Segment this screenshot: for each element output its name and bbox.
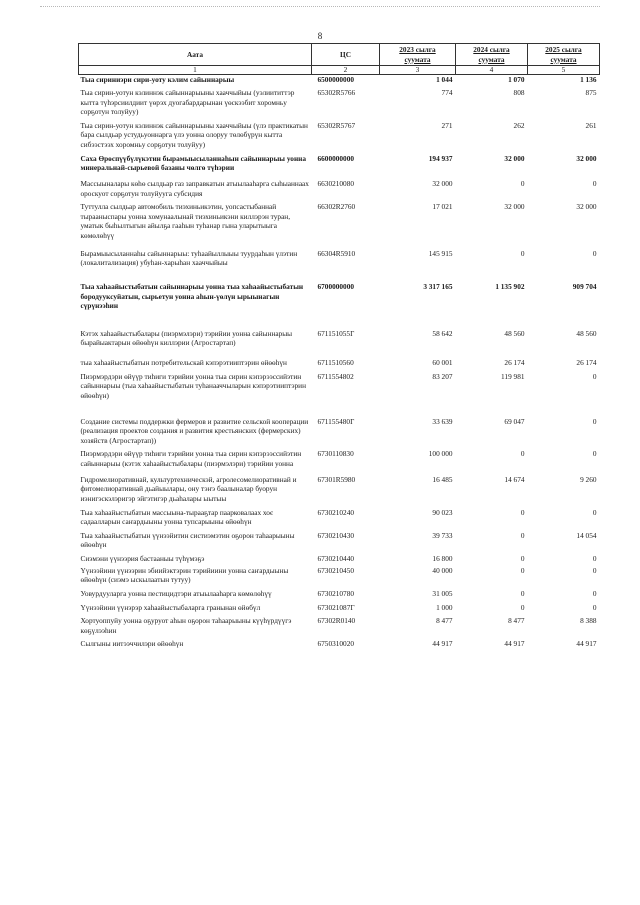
row-name: Уовурдууларга уонна пестицидтэри атыылааһарга көмөлөһүү [80, 588, 272, 598]
value-2025: 0 [592, 588, 597, 598]
row-code: 66304R5910 [317, 248, 356, 258]
table-row [79, 531, 600, 554]
value-2025: 32 000 [576, 202, 597, 212]
row-code: 6730210240 [317, 507, 354, 517]
row-name: Тыа хаһаайыстыбатын сайыннарыы уонна тыа хаһаайыстыбатын бородууксуйатын, сырьетун уонна аһын-үөлүн ырыынагын сүрүнээһин [80, 281, 304, 311]
value-2025: 0 [592, 554, 597, 564]
table-row [79, 589, 600, 603]
table-row [79, 475, 600, 508]
value-2023: 40 000 [432, 565, 453, 575]
row-name: Тыа сириниэри сири-уоту кэлим сайыннарыы [80, 75, 235, 85]
value-2024: 0 [520, 530, 525, 540]
value-2025: 48 560 [576, 328, 597, 338]
table-row [79, 202, 600, 249]
row-code: 6730210440 [317, 554, 354, 564]
row-name: Сиэмэни үүнээрия бастааныы түһүмэҕэ [80, 554, 205, 564]
row-name: Сылгыны иитээччилэри өйөөһүн [80, 639, 184, 649]
value-2025: 9 260 [580, 474, 597, 484]
value-2023: 774 [441, 87, 453, 97]
value-2024: 0 [520, 565, 525, 575]
value-2025: 0 [592, 602, 597, 612]
row-name: Массыыналары көһө сылдьар газ заправкатын атыылааһарга сыһыаннаах ороскуот сорҕотун толуйууга субсидия [80, 178, 309, 198]
value-2024: 0 [520, 602, 525, 612]
value-2025: 44 917 [576, 639, 597, 649]
value-2024: 48 560 [504, 328, 525, 338]
value-2023: 8 477 [436, 616, 453, 626]
row-code: 6730210780 [317, 588, 354, 598]
row-name: Үүнээйини үүнэрэр хаһаайыстыбаларга гранынан өйөбүл [80, 602, 261, 612]
value-2024: 8 477 [508, 616, 525, 626]
value-2023: 60 001 [432, 358, 453, 368]
row-name: Тыа хаһаайыстыбатын үүнээйитин систиэмэтин оҕорон таһаарыыны өйөөһүн [80, 530, 295, 550]
value-2024: 32 000 [504, 202, 525, 212]
value-2024: 14 674 [504, 474, 525, 484]
table-row [79, 154, 600, 179]
row-name: Саха Өрөспүүбүлүкэтин бырамыысыланнаһын сайыннарыы уонна минеральнай-сырьевой базаны чөлгө түһэрии [80, 153, 307, 173]
value-2023: 16 800 [432, 554, 453, 564]
value-2024: 0 [520, 507, 525, 517]
value-2023: 1 000 [436, 602, 453, 612]
value-2023: 32 000 [432, 178, 453, 188]
value-2025: 14 054 [576, 530, 597, 540]
value-2025: 0 [592, 248, 597, 258]
table-row [79, 179, 600, 202]
row-name: Хортуоппуйу уонна оҕуруот аһын оҕорон таһаарыыны күүһүрдүүгэ көҕүлээһин [80, 616, 292, 635]
scan-noise [40, 6, 600, 9]
row-name: Пиэрмэрдэри өйүүр тиһиги тэрийии уонна тыа сирин кэпэрээссийэтин сайыннарыы (тыа хаһаайыстыбатын туһанааччыларын кэпэрэтииптэрин өйөөһүн) [80, 371, 306, 400]
value-2024: 0 [520, 248, 525, 258]
value-2023: 1 044 [436, 75, 453, 85]
value-2024: 262 [513, 120, 525, 130]
row-code: 6730210430 [317, 530, 354, 540]
value-2024: 0 [520, 449, 525, 459]
value-2024: 69 047 [504, 416, 525, 426]
column-number-row [79, 66, 600, 75]
row-name: Тыа сирин-уотун кэлиннэк сайыннарыыны хааччыйыы (уэлиититтэр кытта түһэрсиилдиит үөрэх дуогабардарынан үөскээбит хоромньу сорҕотун толуйуу) [80, 87, 295, 117]
value-2025: 0 [592, 449, 597, 459]
value-2024: 0 [520, 178, 525, 188]
table-row [79, 121, 600, 154]
row-code: 67302R0140 [317, 616, 356, 626]
row-code: 6730210450 [317, 565, 354, 575]
row-code: 6630210080 [317, 178, 354, 188]
value-2025: 0 [592, 371, 597, 381]
value-2025: 8 388 [580, 616, 597, 626]
value-2025: 0 [592, 507, 597, 517]
value-2024: 1 135 902 [495, 281, 525, 291]
row-code: 6711554802 [317, 371, 354, 381]
row-code: 6500000000 [317, 75, 354, 85]
value-2024: 119 981 [501, 371, 525, 381]
table-row [79, 249, 600, 282]
row-code: 6730110830 [317, 449, 354, 459]
table-row [79, 566, 600, 589]
row-name: Пиэрмэрдэри өйүүр тиһиги тэрийии уонна тыа сирин кэпэрээссийэтин сайыннарыы (кэтэх хаһаайыстыбалары (пиэрмэлэри) тэрийии уонна [80, 449, 302, 469]
column-number: 1 [79, 66, 312, 75]
row-code: 65302R5767 [317, 120, 356, 130]
value-2023: 90 023 [432, 507, 453, 517]
header-2023: 2023 сылга суумата [380, 44, 456, 66]
table-row [79, 282, 600, 329]
value-2024: 1 070 [508, 75, 525, 85]
value-2024: 44 917 [504, 639, 525, 649]
row-name: Гидромелиоративнай, культуртехническэй, агролесомелиоративнай и фитомелиоративнай дьайыылары, ону тэҥэ баалыналар буорун иэнигэскэлэригэр эйгэтигэр дьаһалары ыытыы [80, 474, 297, 503]
value-2023: 271 [441, 120, 453, 130]
value-2023: 58 642 [432, 328, 453, 338]
header-2024: 2024 сылга суумата [456, 44, 528, 66]
row-code: 673021087Г [317, 602, 355, 612]
value-2023: 145 915 [428, 248, 453, 258]
value-2023: 16 485 [432, 474, 453, 484]
value-2023: 44 917 [432, 639, 453, 649]
table-row [79, 75, 600, 88]
row-code: 66302R2760 [317, 202, 356, 212]
value-2023: 31 005 [432, 588, 453, 598]
row-name: Кэтэх хаһаайыстыбалары (пиэрмэлэри) тэрийии уонна сайыннарыы бырайыактарын өйөөһүн киллэрии (Агростартап) [80, 328, 293, 348]
table-row [79, 554, 600, 566]
row-code: 671155480Г [317, 416, 355, 426]
value-2023: 39 733 [432, 530, 453, 540]
column-number: 3 [380, 66, 456, 75]
table-row [79, 508, 600, 531]
table-row [79, 616, 600, 639]
value-2025: 0 [592, 416, 597, 426]
table-row [79, 372, 600, 417]
header-row [79, 44, 600, 66]
table-row [79, 417, 600, 450]
column-number: 2 [312, 66, 380, 75]
row-code: 6750310020 [317, 639, 354, 649]
row-name: Создание системы поддержки фермеров и развитие сельской кооперации (реализация проектов создания и развития крестьянских (фермерских) хозяйств (Агростартап)) [80, 416, 309, 445]
page-number: 8 [317, 31, 323, 41]
value-2024: 0 [520, 588, 525, 598]
row-name: Тыа хаһаайыстыбатын массыына-тырааҕтар паарковалаах хоє садаалларын саҥардыыны уонна тупсарыыны өйөөһүн [80, 507, 274, 527]
value-2023: 17 021 [432, 202, 453, 212]
row-code: 671151055Г [317, 328, 355, 338]
row-name: Үүнээйини үүнээрин эбиийэктэрин тэрийиини уонна саҥардыыны өйөөһүн (сиэмэ ыскылаатын тутуу) [80, 565, 289, 585]
value-2023: 3 317 165 [423, 281, 453, 291]
header-name: Аата [79, 44, 312, 66]
value-2024: 26 174 [504, 358, 525, 368]
value-2024: 0 [520, 554, 525, 564]
row-code: 6600000000 [317, 153, 354, 163]
row-name: тыа хаһаайыстыбатын потребительскай кэпэрэтииптэрин өйөөһүн [80, 358, 287, 368]
value-2025: 26 174 [576, 358, 597, 368]
value-2025: 909 704 [572, 281, 597, 291]
table-row [79, 358, 600, 372]
table-row [79, 603, 600, 617]
value-2023: 194 937 [428, 153, 453, 163]
value-2025: 261 [585, 120, 597, 130]
row-code: 6711510560 [317, 358, 354, 368]
table-row [79, 449, 600, 474]
row-name: Туттулла сылдьар автомобиль тиэхиньикэтин, уопсастыбаннай тырааныспары уонна хомунаалынай тиэхиньикэни киллэрэн туран, уматык быһылтыгын айылҕа гааһын туһанар гына уларытыыга көмөлөһүү [80, 202, 291, 241]
value-2023: 33 639 [432, 416, 453, 426]
column-number: 4 [456, 66, 528, 75]
budget-table [78, 43, 600, 652]
table-row [79, 88, 600, 121]
value-2025: 875 [585, 87, 597, 97]
row-name: Тыа сирин-уотун кэлиннэк сайыннарыыны хааччыйыы (үлэ практикатын бара сылдьар устудьуоннарга үлэ уонна олоруу төлөбүрүн кытта сибээстээх хоромньу сорҕотун толуйуу) [80, 120, 308, 150]
value-2023: 100 000 [428, 449, 453, 459]
row-name: Бырамыысыланнаһы сайыннарыы: туһаайыллыыы туурдаһын үлэтин (локалитализация) убуһан-харыһан хааччыйыы [80, 248, 298, 268]
header-code: ЦС [312, 44, 380, 66]
row-code: 65302R5766 [317, 87, 356, 97]
value-2025: 1 136 [580, 75, 597, 85]
table-row [79, 329, 600, 358]
value-2023: 83 207 [432, 371, 453, 381]
column-number: 5 [528, 66, 600, 75]
row-code: 67301R5980 [317, 474, 356, 484]
header-2025: 2025 сылга суумата [528, 44, 600, 66]
table-row [79, 639, 600, 652]
value-2025: 32 000 [576, 153, 597, 163]
value-2024: 808 [513, 87, 525, 97]
value-2025: 0 [592, 178, 597, 188]
value-2025: 0 [592, 565, 597, 575]
value-2024: 32 000 [504, 153, 525, 163]
row-code: 6700000000 [317, 281, 354, 291]
